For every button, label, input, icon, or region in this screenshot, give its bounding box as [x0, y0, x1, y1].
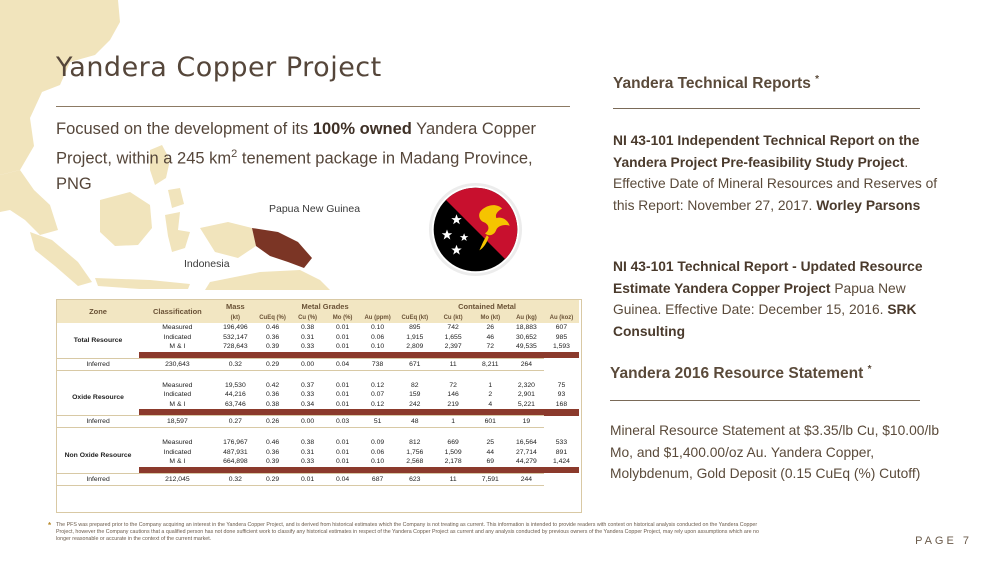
table-cell: 0.01 — [335, 324, 350, 332]
footnote-text: The PFS was prepared prior to the Company acquiring an interest in the Yandera Copper Project, and is derived from historical estimates which the Company is not treating as current. This information is intended to provide readers with context on historical analysis conducted on the Yandera Copper Project, however the Company cautions that a qualified person has not done sufficient work to classify any historical estimates in respect of the Yandera Copper Project as current and any analysis conducted by previous owners of the Yandera Copper Project, may rely upon assumptions which are no longer reasonable or accurate in the context of the current market. — [56, 522, 759, 542]
table-cell: 0.46 — [265, 324, 280, 332]
spacer-cell — [57, 370, 579, 381]
page-title: Yandera Copper Project — [56, 52, 382, 83]
table-cell: 18,597 — [139, 416, 216, 428]
report-2-title: NI 43-101 Technical Report - Updated Resource Estimate Yandera Copper Project — [613, 259, 923, 296]
header-unit: CuEq (%) — [255, 313, 290, 323]
table-cell: 8,211 — [472, 358, 509, 370]
zone-cell: Oxide Resource — [57, 381, 139, 416]
classification-cell: M & I — [169, 343, 186, 351]
table-cell: 0.12 — [370, 400, 385, 408]
table-cell: 0.32 — [216, 473, 255, 485]
table-cell: 11 — [435, 358, 472, 370]
group-spacer — [57, 428, 579, 439]
table-cell: 0.39 — [265, 343, 280, 351]
table-cell: 168 — [555, 400, 568, 408]
table-cell: 5,221 — [517, 400, 535, 408]
classification-cell: Measured — [162, 324, 193, 332]
statement-heading — [610, 364, 872, 383]
table-cell: 1,509 — [444, 448, 462, 456]
title-divider — [56, 106, 570, 107]
table-cell: 1,756 — [406, 448, 424, 456]
table-cell: 738 — [360, 358, 395, 370]
table-cell: 0.32 — [216, 358, 255, 370]
table-cell: 4 — [488, 400, 493, 408]
zone-cell: Non Oxide Resource — [57, 438, 139, 473]
table-cell: 0.10 — [370, 343, 385, 351]
table-cell: 0.10 — [370, 324, 385, 332]
table-cell: 196,496 — [223, 324, 248, 332]
table-cell: 72 — [486, 343, 495, 351]
table-cell: 16,564 — [516, 439, 537, 447]
table-cell: 1,655 — [444, 333, 462, 341]
table-cell: 532,147 — [223, 333, 248, 341]
table-cell: 27,714 — [516, 448, 537, 456]
table-cell: 0.03 — [325, 416, 360, 428]
classification-cell: M & I — [169, 400, 186, 408]
table-row — [57, 323, 579, 333]
table-cell: 0.01 — [335, 448, 350, 456]
table-cell: 1,424 — [552, 458, 570, 466]
table-cell: 159 — [409, 391, 421, 399]
table-cell: 2,568 — [406, 458, 424, 466]
report-2 — [613, 256, 953, 342]
table-cell: 7,591 — [472, 473, 509, 485]
table-cell: 0.29 — [255, 473, 290, 485]
table-cell: 44 — [486, 448, 495, 456]
intro-sup: 2 — [231, 148, 238, 160]
table-cell: 19,530 — [224, 381, 246, 389]
table-cell: 0.42 — [265, 381, 280, 389]
table-cell: 0.36 — [265, 391, 280, 399]
table-cell: 0.33 — [300, 458, 315, 466]
table-cell: 985 — [555, 333, 568, 341]
header-unit: CuEq (kt) — [395, 313, 434, 323]
report-1-title: NI 43-101 Independent Technical Report on the Yandera Project Pre-feasibility Study Project — [613, 133, 920, 170]
table-cell: 46 — [486, 333, 495, 341]
java-landmass — [95, 278, 190, 289]
classification-cell: Indicated — [163, 333, 192, 341]
table-cell: 0.01 — [335, 439, 350, 447]
table-cell: 30,652 — [516, 333, 537, 341]
classification-cell: Measured — [162, 381, 193, 389]
footnote — [48, 521, 768, 543]
table-cell: 0.01 — [335, 391, 350, 399]
intro-part2: Yandera Copper Project, within a 245 km — [56, 120, 537, 168]
table-cell: 44,216 — [224, 391, 246, 399]
table-cell: 2,809 — [406, 343, 424, 351]
table-cell: 48 — [395, 416, 434, 428]
header-unit: Cu (%) — [290, 313, 325, 323]
table-cell: 219 — [447, 400, 459, 408]
table-cell: 0.09 — [370, 439, 385, 447]
indonesia-east-landmass — [200, 222, 256, 258]
table-cell: 2 — [488, 391, 493, 399]
header-unit: Mo (%) — [325, 313, 360, 323]
classification-cell: Indicated — [163, 391, 192, 399]
classification-cell: Inferred — [57, 416, 139, 428]
table-cell: 18,883 — [516, 324, 537, 332]
table-cell: 244 — [509, 473, 544, 485]
table-cell: 2,320 — [517, 381, 535, 389]
classification-cell: Inferred — [57, 358, 139, 370]
classification-cell: M & I — [169, 458, 186, 466]
table-cell: 664,898 — [223, 458, 248, 466]
table-cell: 63,746 — [224, 400, 246, 408]
table-cell: 25 — [486, 439, 495, 447]
table-cell: 0.04 — [325, 358, 360, 370]
reports-heading — [613, 74, 819, 93]
table-cell: 0.01 — [290, 473, 325, 485]
intro-part1: Focused on the development of its — [56, 120, 313, 138]
table-cell: 669 — [447, 439, 459, 447]
table-cell: 487,931 — [223, 448, 248, 456]
table-cell: 0.01 — [335, 381, 350, 389]
table-cell: 1,593 — [552, 343, 570, 351]
header-classification: Classification — [139, 300, 216, 323]
table-cell: 0.38 — [300, 439, 315, 447]
table-row-inferred — [57, 358, 579, 370]
intro-bold: 100% owned — [312, 120, 412, 138]
png-landmass — [252, 228, 312, 268]
table-cell: 607 — [555, 324, 568, 332]
table-cell: 687 — [360, 473, 395, 485]
table-row — [57, 438, 579, 448]
report-1 — [613, 130, 948, 216]
table-cell: 11 — [435, 473, 472, 485]
reports-divider — [613, 108, 920, 109]
intro-text — [56, 117, 556, 197]
map-label-indonesia: Indonesia — [184, 258, 230, 270]
header-metal-grades: Metal Grades — [255, 300, 395, 313]
resource-table — [57, 300, 579, 486]
table-cell: 0.33 — [300, 343, 315, 351]
table-cell: 19 — [509, 416, 544, 428]
table-cell: 72 — [449, 381, 457, 389]
header-unit: Cu (kt) — [435, 313, 472, 323]
table-cell: 0.31 — [300, 448, 315, 456]
classification-cell: Indicated — [163, 448, 192, 456]
table-cell: 93 — [557, 391, 566, 399]
statement-text: Mineral Resource Statement at $3.35/lb Cu, $10.00/lb Mo, and $1,400.00/oz Au. Yandera Copper, Molybdenum, Gold Deposit (0.15 CuEq (%) Cutoff) — [610, 423, 940, 481]
statement-heading-star: * — [867, 364, 872, 375]
header-unit: Au (kg) — [509, 313, 544, 323]
header-unit: (kt) — [216, 313, 255, 323]
page-number: PAGE 7 — [915, 535, 972, 547]
table-cell: 2,901 — [517, 391, 535, 399]
statement-heading-text: Yandera 2016 Resource Statement — [610, 365, 864, 383]
sulawesi-landmass — [165, 212, 190, 252]
table-cell: 82 — [411, 381, 419, 389]
table-row-inferred — [57, 416, 579, 428]
zone-cell: Total Resource — [57, 323, 139, 358]
table-cell: 671 — [395, 358, 434, 370]
table-cell: 242 — [409, 400, 421, 408]
header-contained-metal: Contained Metal — [395, 300, 579, 313]
table-row-inferred — [57, 473, 579, 485]
table-cell: 75 — [557, 381, 566, 389]
header-unit: Au (ppm) — [360, 313, 395, 323]
table-cell: 0.38 — [300, 324, 315, 332]
reports-heading-text: Yandera Technical Reports — [613, 75, 811, 93]
sumatra-landmass — [30, 232, 92, 286]
table-cell: 812 — [409, 439, 421, 447]
classification-cell: Inferred — [57, 473, 139, 485]
table-cell: 0.36 — [265, 448, 280, 456]
table-cell: 0.38 — [265, 400, 280, 408]
table-cell: 0.06 — [370, 333, 385, 341]
header-unit: Au (koz) — [544, 313, 579, 323]
peninsula-landmass — [0, 170, 58, 235]
table-cell: 0.34 — [300, 400, 315, 408]
table-cell: 0.29 — [255, 358, 290, 370]
table-cell: 1 — [488, 381, 493, 389]
borneo-landmass — [100, 192, 152, 246]
table-cell: 26 — [486, 324, 495, 332]
table-cell: 728,643 — [223, 343, 248, 351]
map-label-png: Papua New Guinea — [269, 203, 361, 215]
reports-heading-star: * — [815, 74, 820, 85]
table-cell: 0.37 — [300, 381, 315, 389]
statement-divider — [610, 400, 920, 401]
table-row — [57, 381, 579, 391]
table-cell: 742 — [447, 324, 459, 332]
table-cell: 230,643 — [139, 358, 216, 370]
table-cell: 0.00 — [290, 416, 325, 428]
table-cell: 2,397 — [444, 343, 462, 351]
table-cell: 1 — [435, 416, 472, 428]
table-cell: 0.39 — [265, 458, 280, 466]
table-cell: 0.04 — [325, 473, 360, 485]
table-cell: 895 — [409, 324, 421, 332]
table-cell: 0.27 — [216, 416, 255, 428]
table-cell: 0.00 — [290, 358, 325, 370]
report-2-author: SRK Consulting — [613, 302, 917, 339]
intro-part3: tenement package in Madang Province, PNG — [56, 149, 533, 193]
table-cell: 0.31 — [300, 333, 315, 341]
table-cell: 0.01 — [335, 458, 350, 466]
group-spacer — [57, 370, 579, 381]
table-cell: 176,967 — [223, 439, 248, 447]
table-cell: 0.36 — [265, 333, 280, 341]
table-cell: 0.07 — [370, 391, 385, 399]
report-1-author: Worley Parsons — [816, 197, 921, 213]
table-cell: 49,535 — [516, 343, 537, 351]
table-cell: 0.06 — [370, 448, 385, 456]
table-cell: 212,045 — [139, 473, 216, 485]
table-cell: 623 — [395, 473, 434, 485]
header-mass: Mass — [216, 300, 255, 313]
table-body — [57, 323, 579, 485]
spacer-cell — [57, 428, 579, 439]
table-cell: 533 — [555, 439, 568, 447]
table-cell: 0.10 — [370, 458, 385, 466]
table-cell: 0.01 — [335, 343, 350, 351]
table-cell: 264 — [509, 358, 544, 370]
table-cell: 0.46 — [265, 439, 280, 447]
report-1-text: . Effective Date of Mineral Resources and Reserves of this Report: November 27, 2017. — [613, 154, 938, 213]
report-2-text: Papua New Guinea. Effective Date: December 15, 2016. — [613, 280, 906, 317]
table-cell: 44,279 — [516, 458, 537, 466]
table-cell: 0.26 — [255, 416, 290, 428]
table-cell: 51 — [360, 416, 395, 428]
table-cell: 146 — [447, 391, 459, 399]
table-cell: 891 — [555, 448, 568, 456]
header-unit: Mo (kt) — [472, 313, 509, 323]
australia-landmass — [205, 270, 330, 290]
footnote-star: * — [48, 521, 52, 530]
table-cell: 601 — [472, 416, 509, 428]
table-cell: 69 — [486, 458, 495, 466]
table-cell: 2,178 — [444, 458, 462, 466]
table-cell: 1,915 — [406, 333, 424, 341]
classification-cell: Measured — [162, 439, 193, 447]
table-cell: 0.01 — [335, 333, 350, 341]
header-zone: Zone — [57, 300, 139, 323]
table-cell: 0.33 — [300, 391, 315, 399]
table-cell: 0.01 — [335, 400, 350, 408]
table-cell: 0.12 — [370, 381, 385, 389]
